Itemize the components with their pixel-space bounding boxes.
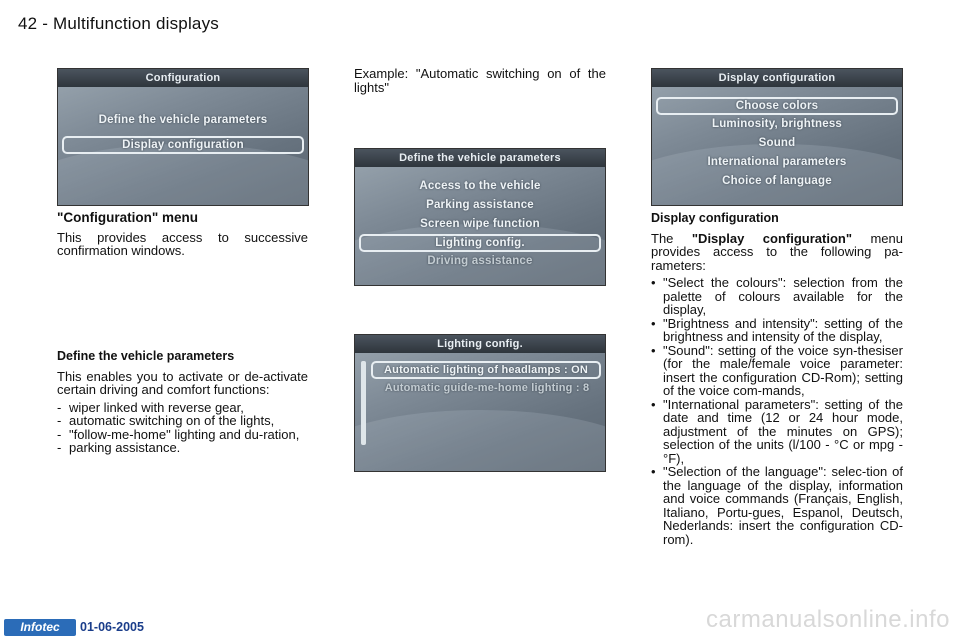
menu-item-international: International parameters [707, 156, 847, 168]
menu-item-screen-wipe: Screen wipe function [420, 218, 540, 230]
configuration-menu-text: This provides access to successive confirmation windows. [57, 229, 308, 258]
list-item: • "Sound": setting of the voice syn-thesiser (for the male/female voice parameter: insert the configuration CD-Rom); setting of the voice com-mands, [651, 344, 903, 398]
menu-item-define-vehicle: Define the vehicle parameters [98, 114, 268, 126]
display-configuration-screen [651, 68, 903, 206]
list-item: • "Brightness and intensity": setting of the brightness and intensity of the display, [651, 317, 903, 344]
menu-item-language: Choice of language [722, 175, 832, 187]
list-item: • "Select the colours": selection from the palette of colours available for the display, [651, 276, 903, 317]
menu-item-display-configuration: Display configuration [62, 136, 304, 154]
menu-item-driving-assistance: Driving assistance [427, 255, 533, 267]
display-configuration-list [651, 276, 903, 546]
footer-date: 01-06-2005 [80, 620, 144, 634]
lighting-config-screen [354, 334, 606, 472]
define-vehicle-section [57, 350, 308, 455]
configuration-menu-section [57, 211, 308, 258]
menu-item-auto-headlamps: Automatic lighting of headlamps : ON [371, 361, 601, 379]
intro-text-end: menu provides access to the following pa-rameters: [651, 230, 904, 273]
vehicle-parameters-screen-title: Define the vehicle parameters [355, 149, 605, 167]
configuration-screen [57, 68, 309, 206]
display-configuration-section [651, 212, 903, 546]
infotec-logo: Infotec [4, 619, 76, 636]
list-item: - parking assistance. [57, 441, 308, 455]
display-configuration-intro [651, 232, 903, 273]
define-vehicle-heading: Define the vehicle parameters [57, 349, 235, 363]
menu-item-choose-colors: Choose colors [656, 97, 898, 115]
configuration-menu-heading: "Configuration" menu [57, 210, 199, 225]
display-configuration-heading: Display configuration [651, 211, 779, 225]
page-header: 42 - Multifunction displays [18, 14, 219, 33]
watermark: carmanualsonline.info [706, 606, 950, 633]
intro-text: The [651, 230, 692, 246]
menu-item-parking-assistance: Parking assistance [426, 199, 534, 211]
lighting-config-screen-title: Lighting config. [355, 335, 605, 353]
vehicle-parameters-screen [354, 148, 606, 286]
list-item: - "follow-me-home" lighting and du-ration, [57, 428, 308, 442]
menu-item-access-vehicle: Access to the vehicle [419, 180, 541, 192]
menu-item-luminosity: Luminosity, brightness [711, 118, 843, 130]
list-item: • "International parameters": setting of the date and time (12 or 24 hour mode, adjustment of the minutes on GPS); selection of the units (l/100 - °C or mpg - °F), [651, 398, 903, 466]
configuration-screen-title: Configuration [58, 69, 308, 87]
display-configuration-screen-title: Display configuration [652, 69, 902, 87]
scrollbar [361, 361, 366, 445]
menu-item-guide-me-home: Automatic guide-me-home lighting : 8 [384, 382, 590, 394]
intro-bold: "Display configuration" [691, 230, 852, 246]
list-item: - wiper linked with reverse gear, [57, 401, 308, 415]
define-vehicle-text: This enables you to activate or de-activate certain driving and comfort functions: [57, 368, 308, 397]
example-text: Example: "Automatic switching on of the lights" [354, 66, 606, 95]
menu-item-sound: Sound [758, 137, 796, 149]
define-vehicle-list [57, 401, 308, 455]
list-item: • "Selection of the language": selec-tion of the language of the display, information and voice commands (Français, English, Italiano, Portu-gues, Espanol, Deutsch, Nederlands: insert the configuration CD-rom). [651, 465, 903, 546]
menu-item-lighting-config: Lighting config. [359, 234, 601, 252]
list-item: - automatic switching on of the lights, [57, 414, 308, 428]
